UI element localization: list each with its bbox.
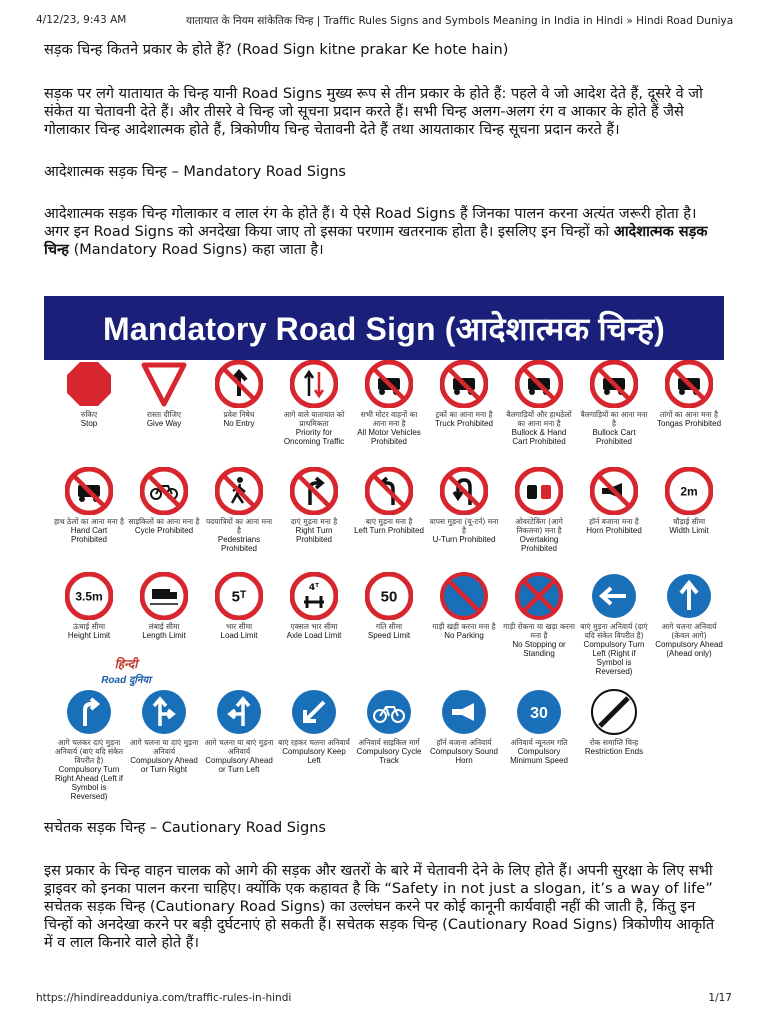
sign-compulsory-turn-right-ahead (53, 688, 125, 801)
sign-english-label: Axle Load Limit (286, 631, 342, 640)
print-header (36, 14, 732, 30)
paragraph-cautionary-signs: इस प्रकार के चिन्ह वाहन चालक को आगे की सड़क और खतरों के बारे में चेतावनी देने के लिए होते हैं। अपनी सुरक्षा के लिए सभी ड्राइवर को इनका पालन करना चाहिए। क्योंकि एक कहावत है कि “Safety in not just a slogan, it’s a way of life” सचेतक सड़क चिन्ह (Cautionary Road Signs) का उल्लंघन करने पर कोई कानूनी कार्यवाही नहीं की जाती है, किंतु इन चिन्हों को अनदेखा करने पर बड़ी दुर्घटनाएं हो सकती हैं। सचेतक सड़क चिन्ह (Cautionary Road Signs) त्रिकोणीय आकृति में व लाल किनारे वाले होते हैं। (44, 863, 715, 951)
sign-hindi-label: हॉर्न बजाना अनिवार्य (436, 738, 492, 747)
sign-hindi-label: गाड़ी खड़ी करना मना है (432, 622, 496, 631)
compulsory-ahead-or-turn-left-icon (215, 688, 263, 736)
sign-english-label: Speed Limit (367, 631, 411, 640)
sign-no-entry-sign (203, 360, 275, 428)
sign-english-label: Bullock & Hand Cart Prohibited (511, 428, 567, 446)
sign-hindi-label: हाथ ठेलों का आना मना है (53, 517, 125, 526)
sign-priority-oncoming-sign (278, 360, 350, 446)
sign-cycle-prohibited (128, 467, 200, 535)
sign-all-motor-vehicles-prohibited (353, 360, 425, 446)
sign-no-parking (428, 572, 500, 640)
sign-hindi-label: प्रवेश निषेध (223, 410, 255, 419)
sign-truck-prohibited (428, 360, 500, 428)
sign-hindi-label: बैलगाड़ियों का आना मना है (580, 410, 648, 428)
sign-english-label: Compulsory Turn Left (Right if Symbol is Reversed) (583, 640, 645, 676)
sign-pedestrians-prohibited (203, 467, 275, 553)
sign-english-label: Horn Prohibited (586, 526, 642, 535)
priority-oncoming-sign-icon (290, 360, 338, 408)
sign-hindi-label: रुकिए (80, 410, 98, 419)
sign-hindi-label: आगे चलना या बाएं मुड़ना अनिवार्य (204, 738, 274, 756)
sign-english-label: Truck Prohibited (435, 419, 493, 428)
svg-text:5ᵀ: 5ᵀ (231, 588, 247, 606)
load-limit-icon (215, 572, 263, 620)
sign-hindi-label: चौड़ाई सीमा (672, 517, 706, 526)
print-page-title: यातायात के नियम सांकेतिक चिन्ह | Traffic Rules Signs and Symbols Meaning in India in Hindi » Hindi Road Duniya (186, 15, 734, 27)
sign-speed-limit (353, 572, 425, 640)
paragraph-mandatory-signs (44, 205, 724, 259)
sign-compulsory-sound-horn (428, 688, 500, 765)
print-url: https://hindireadduniya.com/traffic-rules-in-hindi (36, 992, 292, 1004)
print-page-number: 1/17 (708, 992, 732, 1004)
compulsory-keep-left-icon (290, 688, 338, 736)
sign-english-label: Bullock Cart Prohibited (592, 428, 636, 446)
heading-mandatory-signs: आदेशात्मक सड़क चिन्ह – Mandatory Road Signs (44, 164, 346, 180)
svg-text:30: 30 (530, 705, 548, 722)
sign-hindi-label: रास्ता दीजिए (146, 410, 182, 419)
sign-hindi-label: तांगों का आना मना है (660, 410, 718, 419)
sign-english-label: Priority for Oncoming Traffic (283, 428, 345, 446)
sign-height-limit (53, 572, 125, 640)
sign-right-turn-prohibited (278, 467, 350, 544)
u-turn-prohibited-icon (440, 467, 488, 515)
sign-hindi-label: आगे चलना या दाएं मुड़ना अनिवार्य (129, 738, 199, 756)
para2-bold: आदेशात्मक सड़क चिन्ह (44, 224, 708, 258)
sign-hindi-label: एक्सल भार सीमा (290, 622, 338, 631)
sign-axle-load-limit (278, 572, 350, 640)
sign-english-label: No Stopping or Standing (512, 640, 566, 658)
sign-hindi-label: भार सीमा (225, 622, 253, 631)
sign-english-label: Length Limit (142, 631, 186, 640)
stop-sign-icon (65, 360, 113, 408)
sign-english-label: Compulsory Keep Left (282, 747, 346, 765)
sign-english-label: Height Limit (67, 631, 111, 640)
article-body (44, 40, 724, 259)
svg-text:3.5m: 3.5m (75, 589, 103, 604)
sign-bullock-cart-prohibited (578, 360, 650, 446)
sign-hindi-label: ऊंचाई सीमा (72, 622, 106, 631)
sign-length-limit (128, 572, 200, 640)
bullock-hand-cart-prohibited-icon (515, 360, 563, 408)
sign-english-label: Hand Cart Prohibited (70, 526, 108, 544)
sign-hindi-label: रोक समाप्ति चिन्ह (589, 738, 639, 747)
sign-hindi-label: गाड़ी रोकना या खड़ा करना मना है (503, 622, 575, 640)
sign-give-way-sign (128, 360, 200, 428)
width-limit-icon (665, 467, 713, 515)
sign-hindi-label: आगे चलना अनिवार्य (केवल आगे) (661, 622, 717, 640)
no-entry-sign-icon (215, 360, 263, 408)
sign-hindi-label: साइकिलों का आना मना है (128, 517, 200, 526)
heading-road-sign-types: सड़क चिन्ह कितने प्रकार के होते हैं? (Road Sign kitne prakar Ke hote hain) (44, 42, 509, 58)
sign-hindi-label: बैलगाड़ियों और हाथठेलों का आना मना है (506, 410, 572, 428)
sign-compulsory-keep-left (278, 688, 350, 765)
sign-left-turn-prohibited (353, 467, 425, 535)
sign-stop-sign (53, 360, 125, 428)
sign-english-label: Compulsory Cycle Track (356, 747, 422, 765)
pedestrians-prohibited-icon (215, 467, 263, 515)
sign-hindi-label: आगे चलकर दाएं मुड़ना अनिवार्य (बाएं यदि संकेत विपरीत है) (54, 738, 124, 765)
print-footer (36, 992, 732, 1006)
length-limit-icon (140, 572, 188, 620)
sign-english-label: Cycle Prohibited (134, 526, 194, 535)
give-way-sign-icon (140, 360, 188, 408)
mandatory-banner (44, 296, 724, 360)
sign-english-label: Compulsory Ahead or Turn Right (130, 756, 198, 774)
sign-hindi-label: हॉर्न बजाना मना है (589, 517, 639, 526)
compulsory-ahead-or-turn-right-icon (140, 688, 188, 736)
svg-text:4ᵀ: 4ᵀ (308, 583, 320, 593)
restriction-ends-icon (590, 688, 638, 736)
sign-tongas-prohibited (653, 360, 725, 428)
paragraph-sign-types: सड़क पर लगे यातायात के चिन्ह यानी Road Signs मुख्य रूप से तीन प्रकार के होते हैं: पहले वे जो आदेश देते हैं, दूसरे वे जो संकेत या चेतावनी देते हैं। और तीसरे वे चिन्ह जो सूचना प्रदान करते हैं। सभी चिन्ह अलग-अलग रंग व आकार के होते हैं जैसे गोलाकार चिन्ह आदेशात्मक होते हैं, त्रिकोणीय चिन्ह चेतावनी देते हैं तथा आयताकार चिन्ह सूचना प्रदान करते हैं। (44, 86, 703, 138)
para2-part-a: आदेशात्मक सड़क चिन्ह गोलाकार व लाल रंग के होते हैं। ये ऐसे Road Signs हैं जिनका पालन करना अत्यंत जरूरी होता है। अगर इन Road Signs को अनदेखा किया जाए तो इसका परणाम खतरनाक होता है। इसलिए इन चिन्हों को (44, 206, 697, 240)
sign-overtaking-prohibited (503, 467, 575, 553)
no-stopping-icon (515, 572, 563, 620)
watermark-logo (90, 655, 162, 691)
tongas-prohibited-icon (665, 360, 713, 408)
sign-english-label: Width Limit (669, 526, 709, 535)
sign-bullock-hand-cart-prohibited (503, 360, 575, 446)
sign-hindi-label: अनिवार्य साइकिल मार्ग (358, 738, 420, 747)
height-limit-icon (65, 572, 113, 620)
compulsory-cycle-track-icon (365, 688, 413, 736)
horn-prohibited-icon (590, 467, 638, 515)
sign-hindi-label: सभी मोटर वाहनों का आना मना है (360, 410, 418, 428)
sign-compulsory-ahead-or-turn-left (203, 688, 275, 774)
cycle-prohibited-icon (140, 467, 188, 515)
sign-english-label: Right Turn Prohibited (295, 526, 333, 544)
print-datetime: 4/12/23, 9:43 AM (36, 14, 127, 26)
no-parking-icon (440, 572, 488, 620)
sign-english-label: Pedestrians Prohibited (217, 535, 261, 553)
compulsory-turn-left-icon (590, 572, 638, 620)
compulsory-ahead-icon (665, 572, 713, 620)
hand-cart-prohibited-icon (65, 467, 113, 515)
sign-hindi-label: बाएं रहकर चलना अनिवार्य (278, 738, 350, 747)
sign-compulsory-turn-left (578, 572, 650, 676)
sign-english-label: Tongas Prohibited (656, 419, 722, 428)
sign-english-label: Compulsory Minimum Speed (510, 747, 568, 765)
sign-compulsory-ahead-or-turn-right (128, 688, 200, 774)
sign-hindi-label: बाएं मुड़ना अनिवार्य (दाएं यदि संकेत विपरीत है) (580, 622, 648, 640)
watermark-line2: Road दुनिया (101, 675, 151, 686)
sign-hand-cart-prohibited (53, 467, 125, 544)
left-turn-prohibited-icon (365, 467, 413, 515)
sign-hindi-label: वापस मुड़ना (यू-टर्न) मना है (429, 517, 499, 535)
all-motor-vehicles-prohibited-icon (365, 360, 413, 408)
sign-no-stopping (503, 572, 575, 658)
sign-hindi-label: आगे वाले यातायात को प्राथमिकता (283, 410, 345, 428)
compulsory-turn-right-ahead-icon (65, 688, 113, 736)
mandatory-sign-grid (44, 360, 724, 800)
sign-hindi-label: लंबाई सीमा (148, 622, 180, 631)
sign-load-limit (203, 572, 275, 640)
sign-horn-prohibited (578, 467, 650, 535)
sign-hindi-label: ट्रकों का आना मना है (435, 410, 493, 419)
sign-english-label: Load Limit (220, 631, 258, 640)
svg-text:50: 50 (380, 588, 398, 606)
sign-english-label: Compulsory Sound Horn (429, 747, 499, 765)
sign-english-label: Stop (80, 419, 98, 428)
watermark-line1: हिन्दी (114, 657, 138, 671)
truck-prohibited-icon (440, 360, 488, 408)
sign-hindi-label: बाएं मुड़ना मना है (365, 517, 413, 526)
sign-hindi-label: पदयात्रियों का आना मना है (205, 517, 273, 535)
sign-compulsory-minimum-speed (503, 688, 575, 765)
sign-hindi-label: अनिवार्य न्यूनतम गति (510, 738, 568, 747)
sign-english-label: Restriction Ends (584, 747, 644, 756)
banner-title: Mandatory Road Sign (आदेशात्मक चिन्ह) (102, 310, 666, 347)
sign-hindi-label: ओवरटेकिंग (आगे निकलना) मना है (515, 517, 563, 535)
svg-text:2m: 2m (680, 484, 698, 499)
bullock-cart-prohibited-icon (590, 360, 638, 408)
sign-english-label: Give Way (146, 419, 182, 428)
sign-english-label: U-Turn Prohibited (432, 535, 496, 544)
sign-restriction-ends (578, 688, 650, 756)
sign-compulsory-ahead (653, 572, 725, 658)
heading-cautionary-signs: सचेतक सड़क चिन्ह – Cautionary Road Signs (44, 820, 326, 836)
para2-part-c: (Mandatory Road Signs) कहा जाता है। (69, 242, 324, 258)
sign-hindi-label: गति सीमा (375, 622, 403, 631)
sign-compulsory-cycle-track (353, 688, 425, 765)
right-turn-prohibited-icon (290, 467, 338, 515)
sign-english-label: No Entry (223, 419, 255, 428)
compulsory-minimum-speed-icon (515, 688, 563, 736)
sign-width-limit (653, 467, 725, 535)
sign-hindi-label: दाएं मुड़ना मना है (290, 517, 338, 526)
sign-english-label: Overtaking Prohibited (519, 535, 559, 553)
sign-english-label: Compulsory Ahead or Turn Left (205, 756, 273, 774)
sign-english-label: Compulsory Turn Right Ahead (Left if Symbol is Reversed) (54, 765, 124, 801)
axle-load-limit-icon (290, 572, 338, 620)
compulsory-sound-horn-icon (440, 688, 488, 736)
overtaking-prohibited-icon (515, 467, 563, 515)
speed-limit-icon (365, 572, 413, 620)
article-body-lower (44, 818, 724, 952)
sign-english-label: No Parking (444, 631, 484, 640)
sign-english-label: All Motor Vehicles Prohibited (357, 428, 421, 446)
sign-english-label: Left Turn Prohibited (354, 526, 424, 535)
sign-u-turn-prohibited (428, 467, 500, 544)
sign-english-label: Compulsory Ahead (Ahead only) (655, 640, 723, 658)
